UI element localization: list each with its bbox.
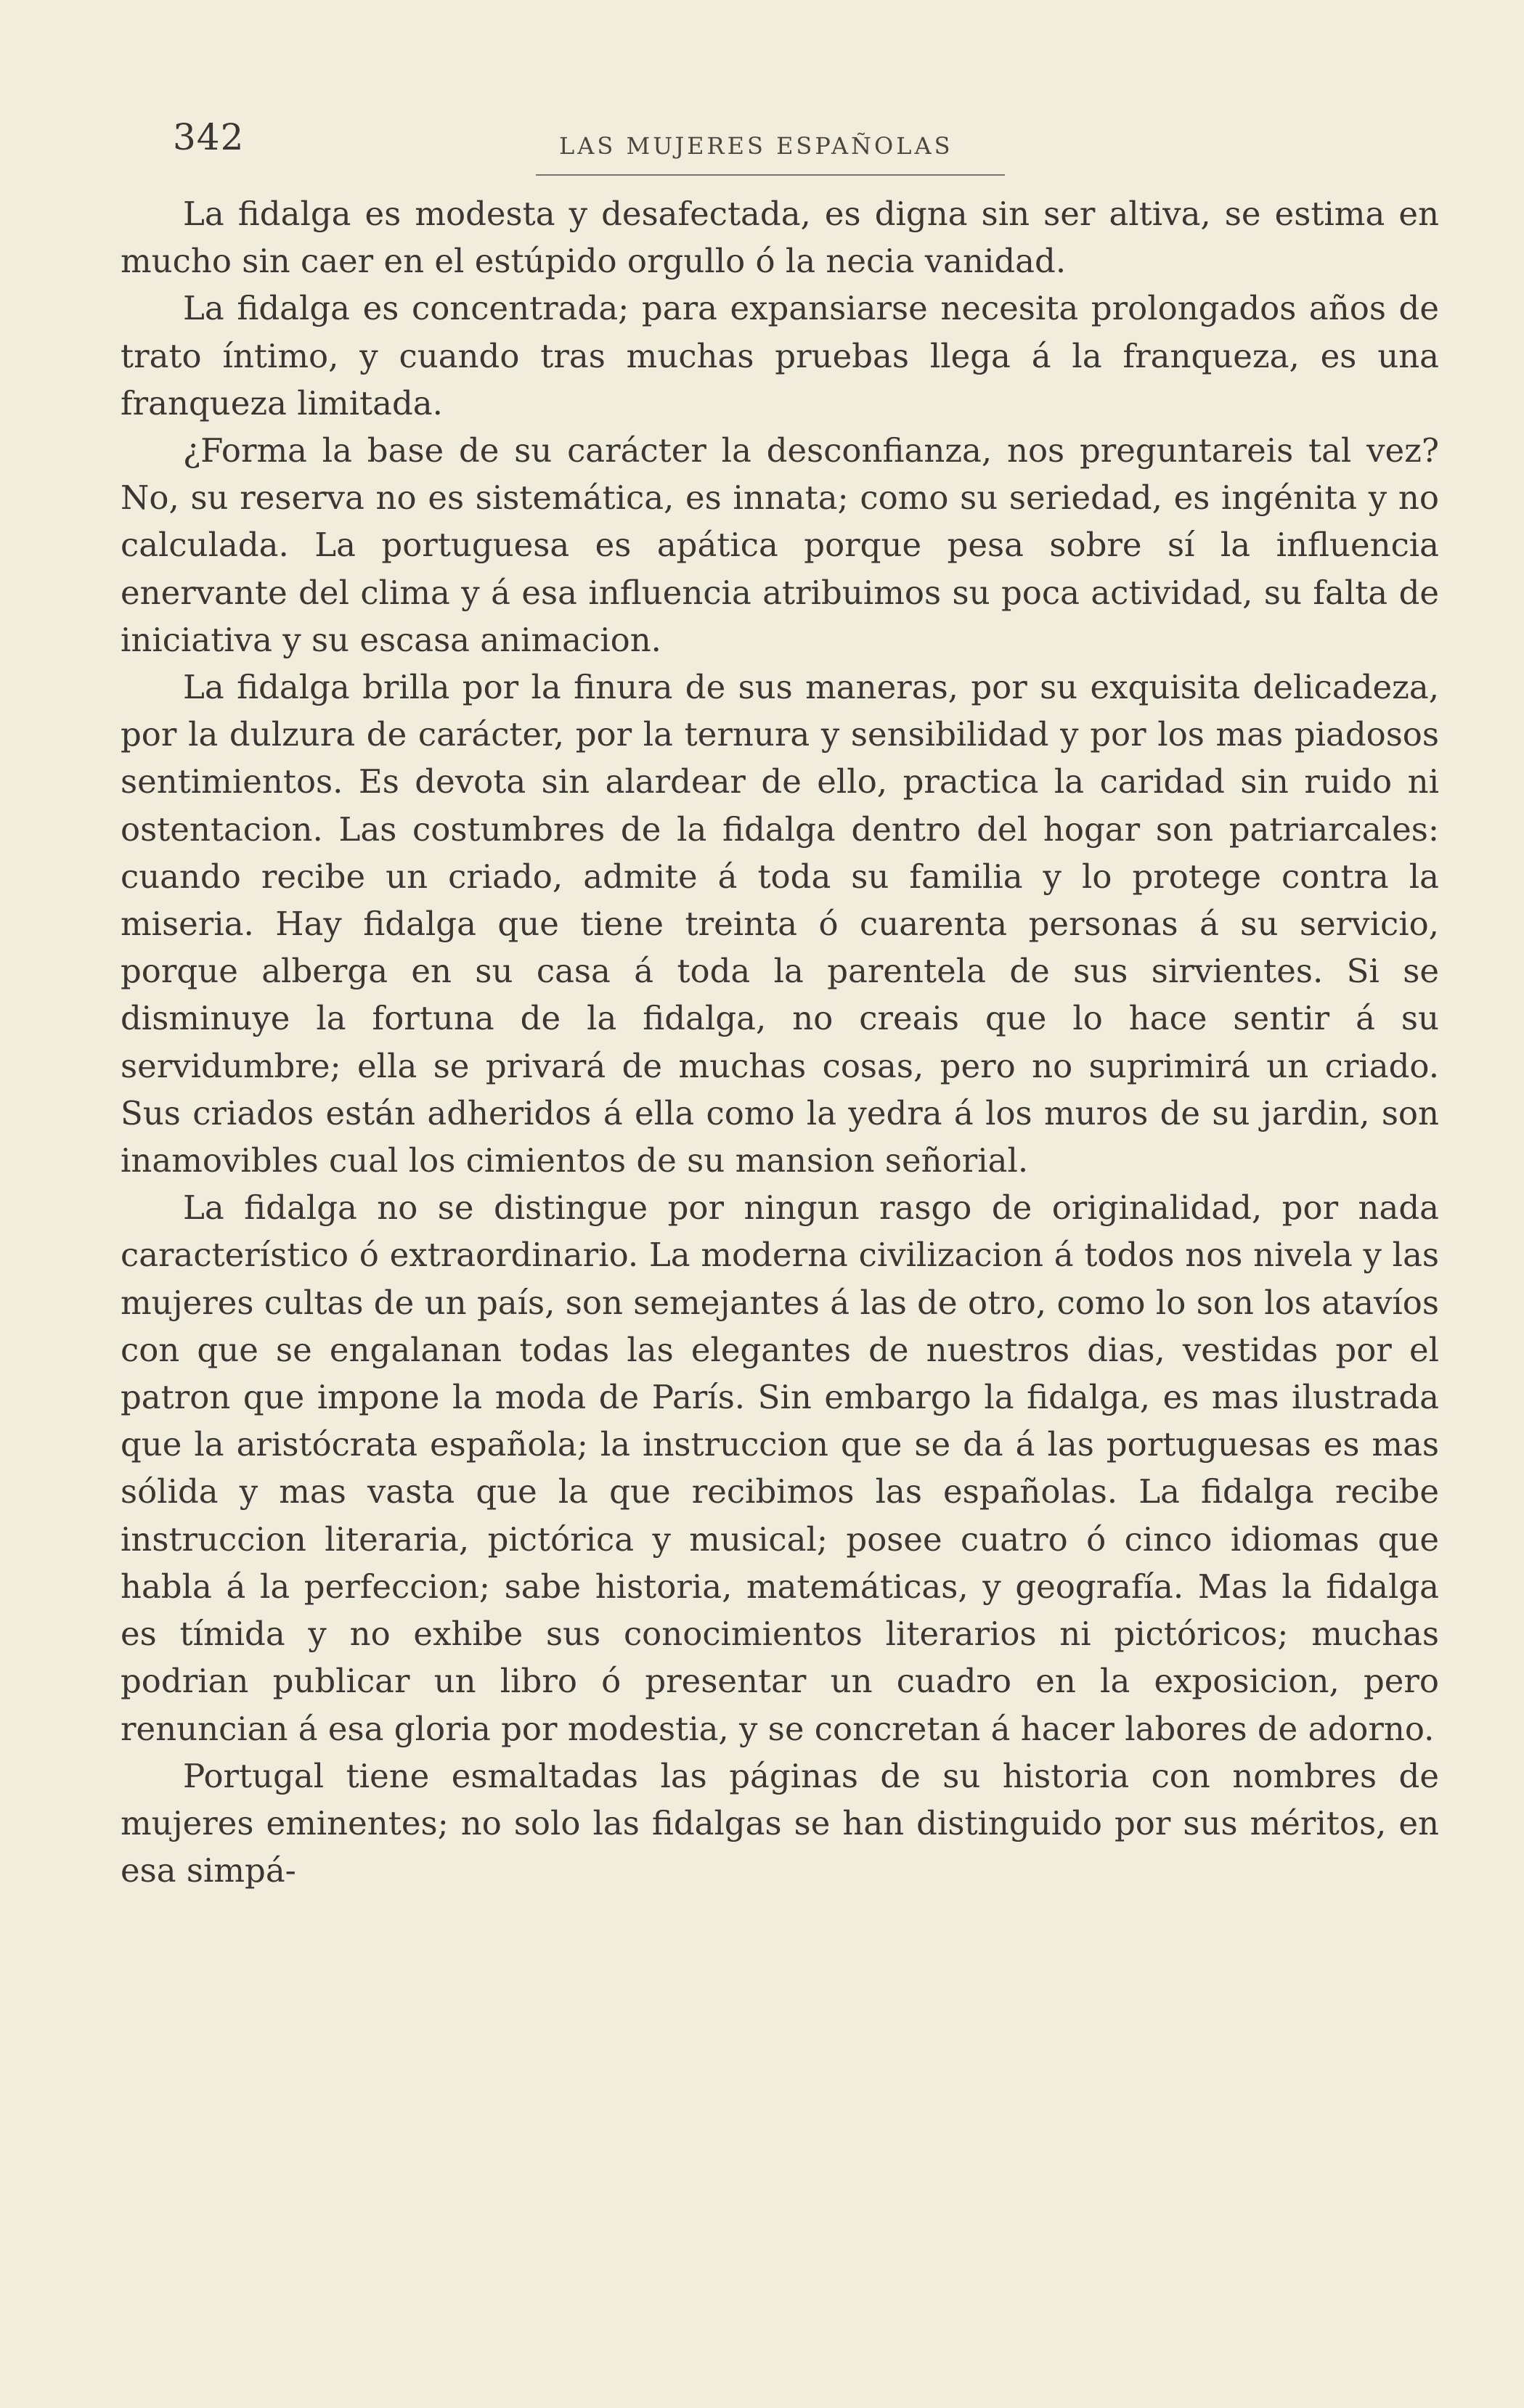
body-text bbox=[121, 190, 1439, 1894]
header-rule bbox=[536, 174, 1005, 176]
page-number: 342 bbox=[173, 116, 245, 158]
running-title: LAS MUJERES ESPAÑOLAS bbox=[559, 132, 953, 160]
paragraph: La fidalga no se distingue por ningun rasgo de originalidad, por nada característico ó extraordinario. La moderna civilizacion á todos nos nivela y las mujeres cultas de un país, son semejantes á las de otro, como lo son los atavíos con que se engalanan todas las elegantes de nuestros dias, vestidas por el patron que impone la moda de París. Sin embargo la fidalga, es mas ilustrada que la aristócrata española; la instruccion que se da á las portuguesas es mas sólida y mas vasta que la que recibimos las españolas. La fidalga recibe instruccion literaria, pictórica y musical; posee cuatro ó cinco idiomas que habla á la perfeccion; sabe historia, matemáticas, y geografía. Mas la fidalga es tímida y no exhibe sus conocimientos literarios ni pictóricos; muchas podrian publicar un libro ó presentar un cuadro en la exposicion, pero renuncian á esa gloria por modestia, y se concretan á hacer labores de adorno. bbox=[121, 1188, 1439, 1748]
paragraph: ¿Forma la base de su carácter la desconfianza, nos preguntareis tal vez? No, su reserva no es sistemática, es innata; como su seriedad, es ingénita y no calculada. La portuguesa es apática porque pesa sobre sí la influencia enervante del clima y á esa influencia atribuimos su poca actividad, su falta de iniciativa y su escasa animacion. bbox=[121, 431, 1439, 659]
paragraph: La fidalga brilla por la finura de sus maneras, por su exquisita delicadeza, por la dulzura de carácter, por la ternura y sensibilidad y por los mas piadosos sentimientos. Es devota sin alardear de ello, practica la caridad sin ruido ni ostentacion. Las costumbres de la fidalga dentro del hogar son patriarcales: cuando recibe un criado, admite á toda su familia y lo protege contra la miseria. Hay fidalga que tiene treinta ó cuarenta personas á su servicio, porque alberga en su casa á toda la parentela de sus sirvientes. Si se disminuye la fortuna de la fidalga, no creais que lo hace sentir á su servidumbre; ella se privará de muchas cosas, pero no suprimirá un criado. Sus criados están adheridos á ella como la yedra á los muros de su jardin, son inamovibles cual los cimientos de su mansion señorial. bbox=[121, 668, 1439, 1180]
paragraph: Portugal tiene esmaltadas las páginas de su historia con nombres de mujeres eminentes; no solo las fidalgas se han distinguido por sus méritos, en esa simpá- bbox=[121, 1756, 1439, 1890]
paragraph: La fidalga es modesta y desafectada, es digna sin ser altiva, se estima en mucho sin caer en el estúpido orgullo ó la necia vanidad. bbox=[121, 195, 1439, 281]
paragraph: La fidalga es concentrada; para expansiarse necesita prolongados años de trato íntimo, y cuando tras muchas pruebas llega á la franqueza, es una franqueza limitada. bbox=[121, 289, 1439, 423]
